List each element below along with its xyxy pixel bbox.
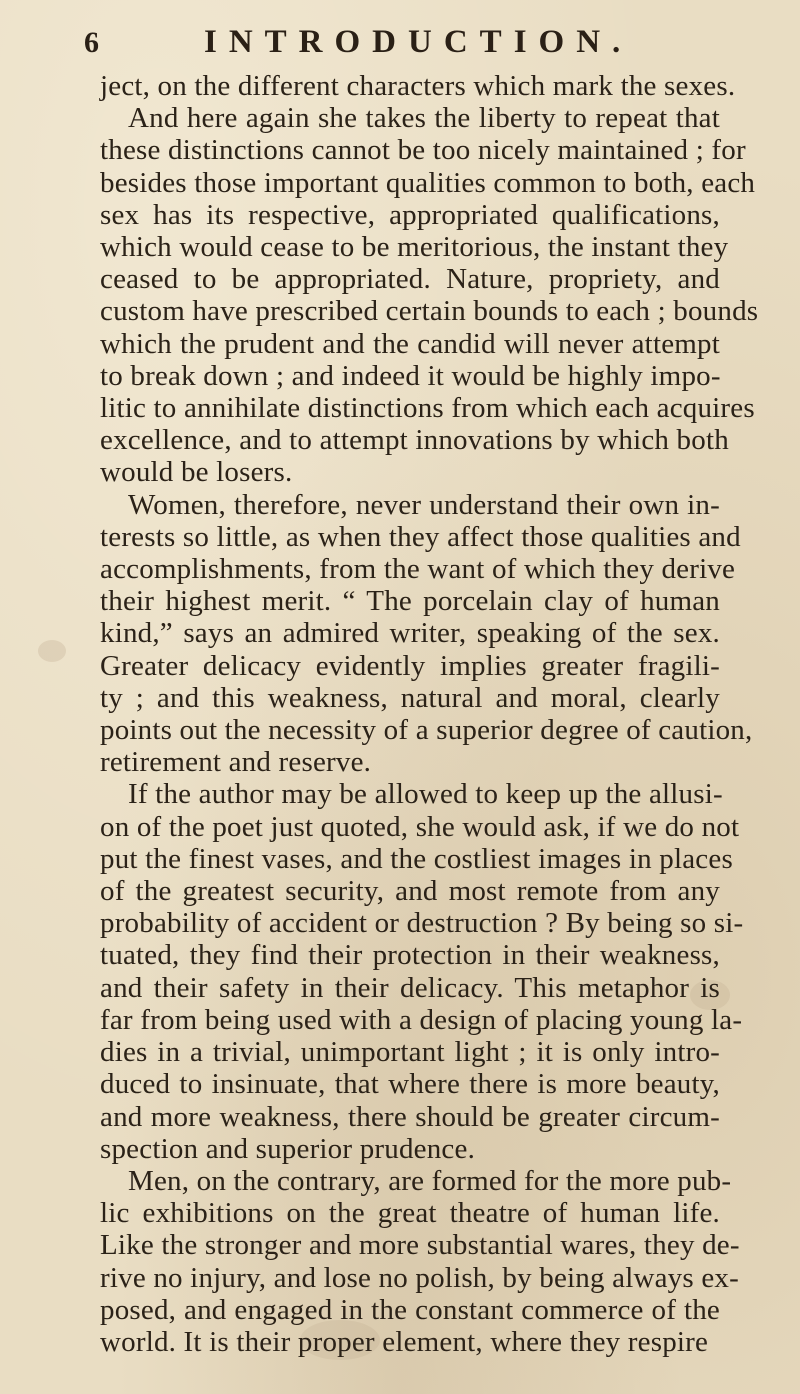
text-line: If the author may be allowed to keep up the allusi- [128,778,723,811]
text-line: and more weakness, there should be greater circum- [100,1100,720,1133]
text-line: litic to annihilate distinctions from which each acquires [100,392,755,425]
text-line: to break down ; and indeed it would be highly impo- [100,359,721,392]
paragraph [100,1164,740,1358]
text-line: And here again she takes the liberty to repeat that [128,102,720,135]
text-line: spection and superior prudence. [100,1132,476,1165]
text-line: posed, and engaged in the constant commerce of the [100,1293,720,1326]
text-line: excellence, and to attempt innovations by which both [100,424,729,457]
text-line: would be losers. [100,456,293,489]
paragraph [100,102,759,489]
text-line: kind,” says an admired writer, speaking of the sex. [100,617,720,650]
text-line: which would cease to be meritorious, the instant they [100,231,729,264]
text-line: besides those important qualities common to both, each [100,166,756,199]
text-line: ty ; and this weakness, natural and moral, clearly [100,681,720,714]
text-line: accomplishments, from the want of which they derive [100,553,736,586]
text-line: of the greatest security, and most remote from any [100,875,720,908]
paper-stain [38,640,66,662]
text-line: these distinctions cannot be too nicely maintained ; for [100,134,746,167]
text-line: ject, on the different characters which mark the sexes. [100,70,736,102]
text-line: ceased to be appropriated. Nature, propriety, and [100,263,720,296]
text-line: their highest merit. “ The porcelain clay of human [100,585,720,618]
text-line: on of the poet just quoted, she would ask, if we do not [100,810,740,843]
text-line: Greater delicacy evidently implies greater fragili- [100,649,720,682]
running-title: INTRODUCTION. [204,24,633,60]
text-line: Like the stronger and more substantial wares, they de- [100,1229,740,1262]
paragraph [100,70,736,102]
text-line: Men, on the contrary, are formed for the more pub- [128,1164,732,1197]
text-line: sex has its respective, appropriated qualifications, [100,198,720,231]
body-text [100,70,759,1358]
text-line: put the finest vases, and the costliest images in places [100,842,733,875]
paragraph [100,488,753,779]
text-line: which the prudent and the candid will never attempt [100,327,720,360]
text-line: terests so little, as when they affect those qualities and [100,520,741,553]
text-line: Women, therefore, never understand their own in- [128,488,720,521]
running-head [84,22,724,66]
text-line: probability of accident or destruction ? By being so si- [100,907,744,940]
text-line: retirement and reserve. [100,746,372,779]
page-number: 6 [84,26,99,59]
text-line: points out the necessity of a superior degree of caution, [100,714,753,747]
text-line: duced to insinuate, that where there is more beauty, [100,1068,720,1101]
text-line: world. It is their proper element, where they respire [100,1325,709,1358]
text-line: and their safety in their delicacy. This metaphor is [100,971,720,1004]
text-line: rive no injury, and lose no polish, by being always ex- [100,1261,739,1294]
text-line: custom have prescribed certain bounds to each ; bounds [100,295,759,328]
paragraph [100,778,744,1165]
text-line: dies in a trivial, unimportant light ; it is only intro- [100,1036,720,1069]
text-line: lic exhibitions on the great theatre of human life. [100,1197,720,1230]
text-line: tuated, they find their protection in their weakness, [100,939,720,972]
text-line: far from being used with a design of placing young la- [100,1003,743,1036]
